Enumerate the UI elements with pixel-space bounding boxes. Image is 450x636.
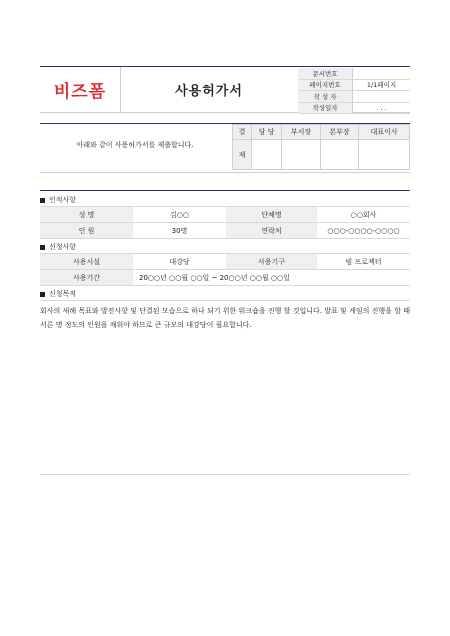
approval-label-top: 결 <box>233 125 252 140</box>
meta-value: 1/1페이지 <box>353 79 411 91</box>
document-meta-table <box>298 68 410 114</box>
purpose-bottom-rule <box>40 474 410 475</box>
approval-role: 부서장 <box>282 125 320 140</box>
section-header-purpose <box>40 289 76 299</box>
meta-row-author <box>298 91 410 103</box>
meta-row-page-number <box>298 79 410 91</box>
form-top-rule <box>40 190 410 191</box>
meta-value: . . . <box>353 102 411 114</box>
field-label: 연락처 <box>226 223 317 239</box>
period-value[interactable]: 20○○년 ○○월 ○○일 ~ 20○○년 ○○월 ○○일 <box>133 270 410 286</box>
brand-logo: 비즈폼 <box>53 82 107 102</box>
submit-statement: 아래와 같이 사용허가서를 제출합니다. <box>76 141 194 149</box>
section-header-application <box>40 242 76 252</box>
field-label: 사용기간 <box>40 270 133 286</box>
approval-role: 담 당 <box>252 125 282 140</box>
section-title: 인적사항 <box>49 196 77 204</box>
approval-label-bottom: 재 <box>233 140 252 170</box>
approval-sign-box[interactable] <box>359 140 410 170</box>
meta-row-doc-number <box>298 68 410 79</box>
section-title: 신청사항 <box>49 243 77 251</box>
square-bullet-icon <box>40 198 45 203</box>
document-title: 사용허가서 <box>175 84 243 99</box>
section-title: 신청목적 <box>49 290 77 298</box>
approval-sign-box[interactable] <box>320 140 358 170</box>
table-row <box>40 207 410 223</box>
meta-row-date <box>298 102 410 114</box>
meta-value <box>353 68 411 79</box>
organization-value[interactable]: ○○회사 <box>317 207 410 223</box>
meta-label: 작 성 자 <box>298 91 353 103</box>
field-label: 인 원 <box>40 223 133 239</box>
table-row <box>40 270 410 286</box>
purpose-top-rule <box>40 300 410 301</box>
square-bullet-icon <box>40 292 45 297</box>
equipment-value[interactable]: 빔 프로젝터 <box>317 254 410 270</box>
approval-role: 대표이사 <box>359 125 410 140</box>
meta-value <box>353 91 411 103</box>
field-label: 성 명 <box>40 207 133 223</box>
application-table <box>40 253 410 286</box>
field-label: 단체명 <box>226 207 317 223</box>
headcount-value[interactable]: 30명 <box>133 223 226 239</box>
table-row <box>40 254 410 270</box>
submit-bottom-rule <box>40 172 410 173</box>
approval-role: 본부장 <box>320 125 358 140</box>
field-label: 사용시설 <box>40 254 133 270</box>
meta-label: 작성일자 <box>298 102 353 114</box>
contact-value[interactable]: ○○○-○○○○-○○○○ <box>317 223 410 239</box>
meta-label: 문서번호 <box>298 68 353 79</box>
approval-sign-box[interactable] <box>282 140 320 170</box>
personal-info-table <box>40 206 410 239</box>
purpose-text[interactable]: 회사의 새해 목표와 발전사항 및 단결된 모습으로 하나 되기 위한 워크숍을 진행 할 것입니다. 발표 및 게임의 진행을 할 때 서른 명 정도의 인원을 채워야 하므로 큰 규모의 대강당이 필요합니다. <box>40 307 410 329</box>
facility-value[interactable]: 대강당 <box>133 254 226 270</box>
approval-table <box>232 124 410 170</box>
square-bullet-icon <box>40 245 45 250</box>
name-value[interactable]: 김○○ <box>133 207 226 223</box>
field-label: 사용기구 <box>226 254 317 270</box>
table-row <box>40 223 410 239</box>
approval-sign-box[interactable] <box>252 140 282 170</box>
meta-label: 페이지번호 <box>298 79 353 91</box>
section-header-personal <box>40 195 76 205</box>
